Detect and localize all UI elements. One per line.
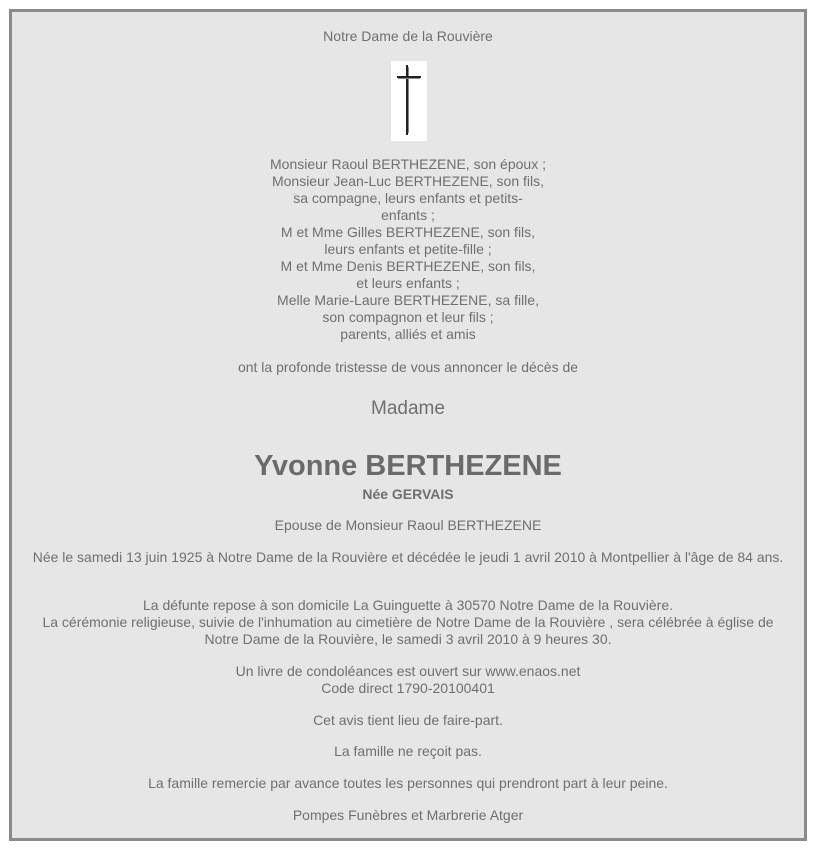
condolences-line: Un livre de condoléances est ouvert sur www.enaos.net (235, 663, 581, 679)
notice-line: Cet avis tient lieu de faire-part. (313, 712, 503, 728)
family-line: Melle Marie-Laure BERTHEZENE, sa fille, (277, 292, 539, 308)
deceased-title: Madame (371, 398, 445, 419)
family-line: et leurs enfants ; (356, 275, 460, 291)
ceremony-line: La cérémonie religieuse, suivie de l'inhumation au cimetière de Notre Dame de la Rouvière , sera célébrée à église de (42, 614, 774, 630)
obituary-notice (9, 9, 807, 841)
ceremony-line: Notre Dame de la Rouvière, le samedi 3 avril 2010 à 9 heures 30. (204, 631, 612, 647)
family-line: Monsieur Jean-Luc BERTHEZENE, son fils, (271, 173, 545, 189)
ceremony-info (24, 597, 792, 648)
direct-code: Code direct 1790-20100401 (321, 680, 495, 696)
family-line: leurs enfants et petite-fille ; (324, 241, 492, 257)
family-line: M et Mme Denis BERTHEZENE, son fils, (280, 258, 536, 274)
condolences-info (12, 663, 804, 697)
spouse-line: Epouse de Monsieur Raoul BERTHEZENE (274, 517, 542, 533)
ceremony-line: La défunte repose à son domicile La Guinguette à 30570 Notre Dame de la Rouvière. (142, 597, 673, 613)
maiden-name: Née GERVAIS (362, 486, 454, 502)
place-header: Notre Dame de la Rouvière (323, 28, 493, 44)
cross-image (391, 61, 427, 141)
family-line: M et Mme Gilles BERTHEZENE, son fils, (280, 224, 536, 240)
family-note: La famille ne reçoit pas. (334, 743, 482, 759)
family-line: sa compagne, leurs enfants et petits- (293, 190, 523, 206)
cross-icon (391, 61, 427, 141)
family-line: son compagnon et leur fils ; (322, 309, 494, 325)
birth-death-line: Née le samedi 13 juin 1925 à Notre Dame de la Rouvière et décédée le jeudi 1 avril 2010 à Montpellier à l'âge de 84 ans. (32, 549, 784, 565)
family-line: parents, alliés et amis (340, 326, 476, 342)
announcement: ont la profonde tristesse de vous annoncer le décès de (237, 359, 579, 375)
thanks-line: La famille remercie par avance toutes les personnes qui prendront part à leur peine. (148, 775, 668, 791)
family-line: enfants ; (381, 207, 435, 223)
funeral-home: Pompes Funèbres et Marbrerie Atger (292, 807, 524, 823)
family-list (12, 156, 804, 343)
family-line: Monsieur Raoul BERTHEZENE, son époux ; (270, 156, 546, 172)
deceased-name: Yvonne BERTHEZENE (254, 450, 562, 482)
